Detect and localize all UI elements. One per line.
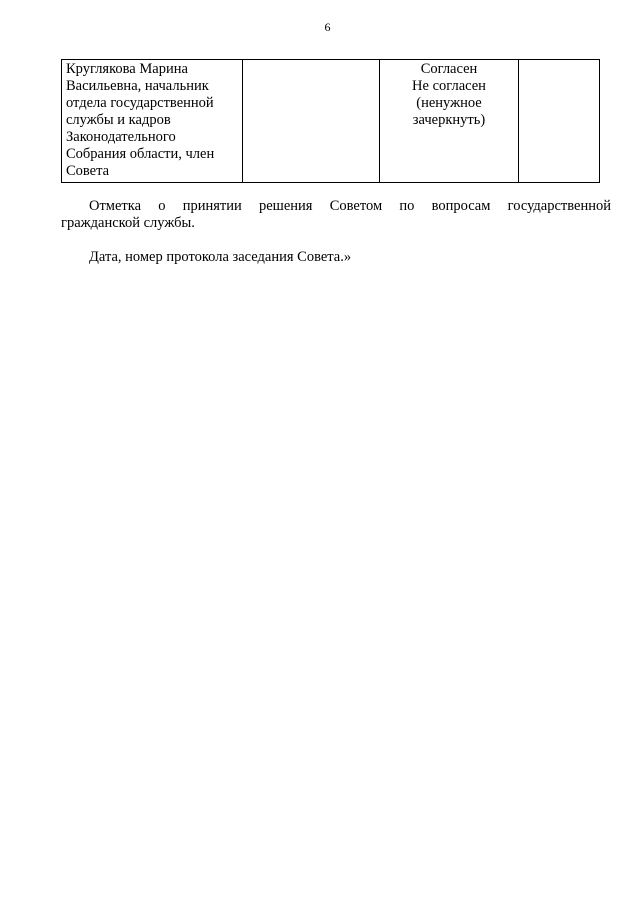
member-name-line: Круглякова Марина bbox=[66, 61, 188, 77]
page-number: 6 bbox=[324, 20, 331, 34]
member-name-cell bbox=[62, 60, 243, 183]
decision-word: государственной bbox=[507, 198, 611, 214]
decision-mark-line-1 bbox=[61, 198, 611, 215]
decision-word: вопросам bbox=[431, 198, 491, 214]
member-name-line: отдела государственной bbox=[66, 95, 214, 111]
opinion-cell bbox=[380, 60, 519, 183]
opinion-line: Согласен bbox=[420, 61, 478, 77]
note-cell bbox=[519, 60, 600, 183]
member-name-line: службы и кадров bbox=[66, 112, 171, 128]
decision-word: о bbox=[158, 198, 166, 214]
decision-word: принятии bbox=[182, 198, 242, 214]
member-name-line: Совета bbox=[66, 163, 110, 179]
decision-word: по bbox=[399, 198, 415, 214]
date-protocol-paragraph: Дата, номер протокола заседания Совета.» bbox=[89, 249, 352, 265]
member-name-line: Собрания области, член bbox=[66, 146, 215, 162]
table-row bbox=[62, 60, 600, 183]
council-vote-table bbox=[61, 59, 600, 183]
opinion-line: Не согласен bbox=[412, 78, 486, 94]
decision-mark-line-2: гражданской службы. bbox=[61, 215, 195, 231]
decision-word: решения bbox=[259, 198, 313, 214]
opinion-line: зачеркнуть) bbox=[412, 112, 486, 128]
decision-mark-paragraph bbox=[61, 198, 611, 232]
signature-cell bbox=[243, 60, 380, 183]
member-name-line: Законодательного bbox=[66, 129, 176, 145]
opinion-line: (ненужное bbox=[416, 95, 482, 111]
decision-word: Советом bbox=[329, 198, 383, 214]
member-name-line: Васильевна, начальник bbox=[66, 78, 209, 94]
decision-word: Отметка bbox=[89, 198, 142, 214]
